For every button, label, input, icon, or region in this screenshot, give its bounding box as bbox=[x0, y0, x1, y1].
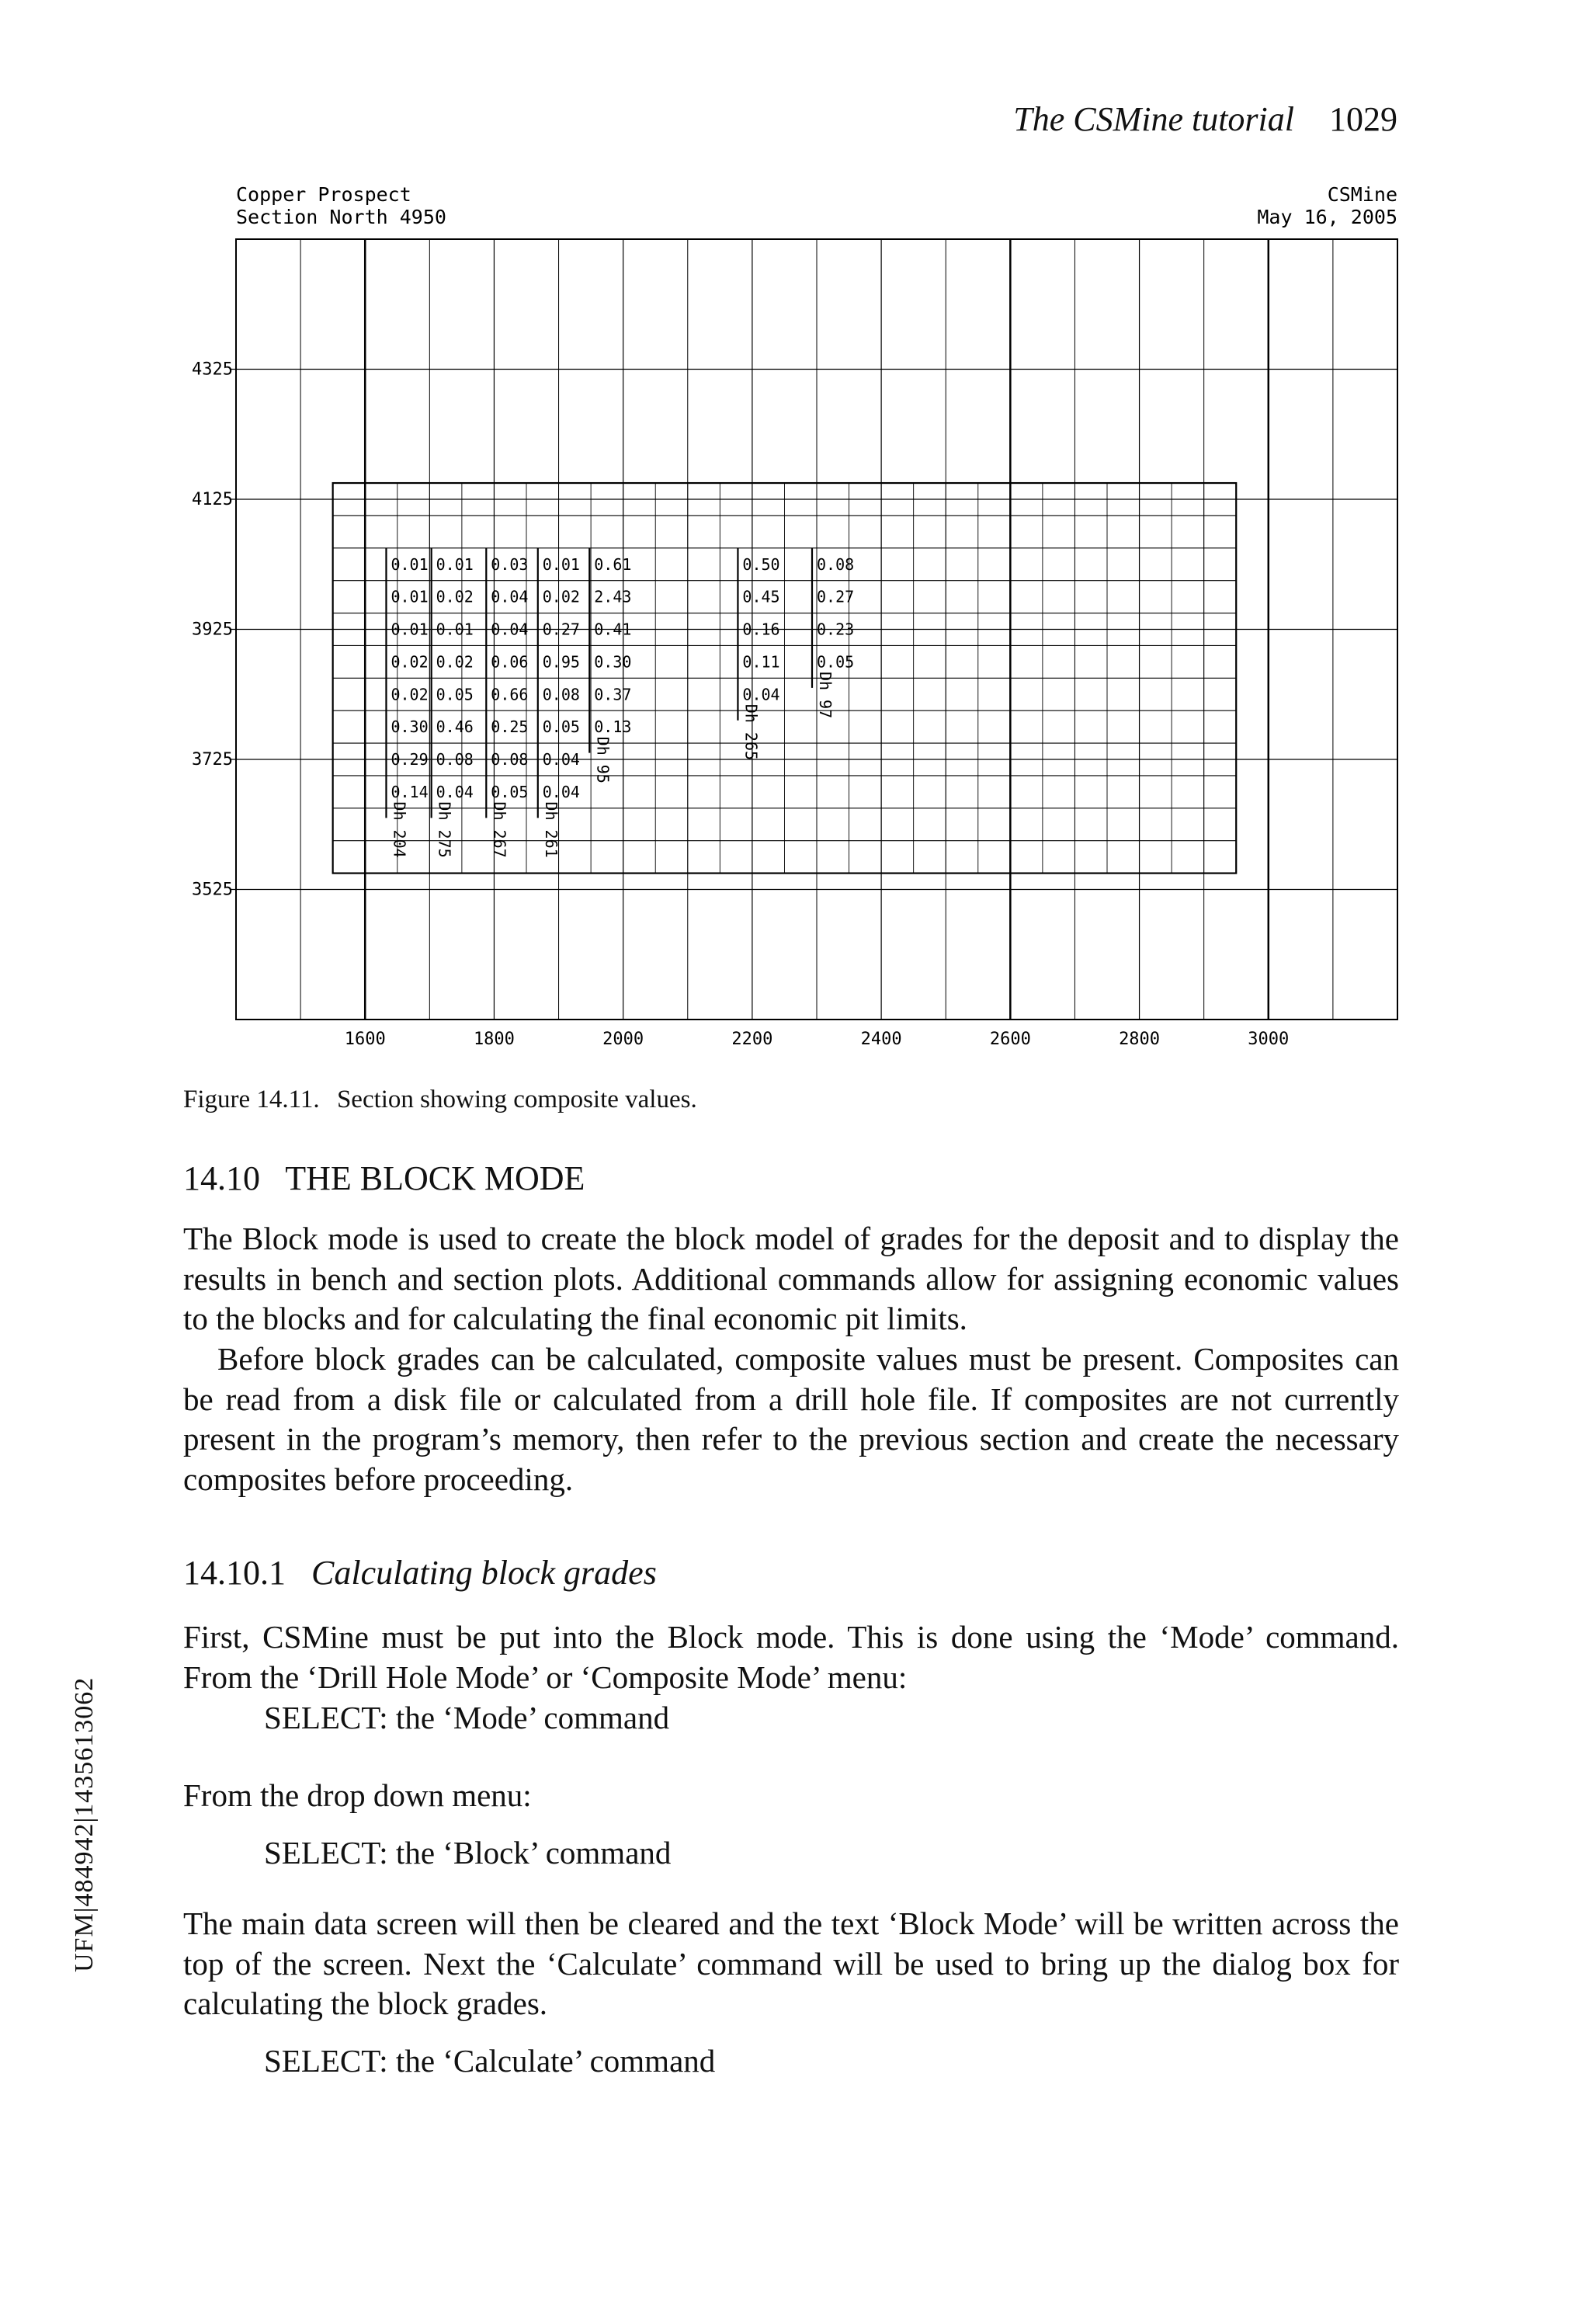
x-tick-label: 2000 bbox=[602, 1030, 644, 1049]
section-figure bbox=[177, 175, 1419, 1068]
y-tick-label: 3725 bbox=[192, 750, 233, 769]
y-tick-label: 3925 bbox=[192, 620, 233, 640]
subsection-heading-14-10-1 bbox=[183, 1553, 657, 1593]
composite-value: 0.01 bbox=[391, 587, 429, 606]
composite-value: 0.06 bbox=[491, 652, 529, 672]
page-number: 1029 bbox=[1329, 100, 1397, 138]
composite-value: 0.37 bbox=[594, 685, 632, 704]
paragraph: Before block grades can be calculated, composite values must be present. Composites can be read from a disk file or calculated from a drill hole file. If composites are not currently present in the program’s memory, then refer to the previous section and create the necessary composites before proceeding. bbox=[183, 1341, 1399, 1497]
composite-value: 0.04 bbox=[542, 750, 580, 769]
figure-section-label: Section North 4950 bbox=[236, 206, 446, 228]
composite-value: 0.30 bbox=[594, 652, 632, 672]
composite-value: 0.11 bbox=[742, 652, 780, 672]
composite-value: 0.05 bbox=[542, 717, 580, 737]
command-line: SELECT: the ‘Block’ command bbox=[264, 1835, 672, 1871]
composite-value: 0.30 bbox=[391, 717, 429, 737]
composite-value: 0.01 bbox=[542, 554, 580, 574]
x-tick-label: 1800 bbox=[473, 1030, 515, 1049]
x-tick-label: 2800 bbox=[1119, 1030, 1161, 1049]
composite-value: 0.01 bbox=[391, 554, 429, 574]
y-tick-label: 4125 bbox=[192, 490, 233, 509]
x-tick-label: 2600 bbox=[989, 1030, 1031, 1049]
composite-value: 0.02 bbox=[436, 652, 474, 672]
drill-hole-label: Dh 95 bbox=[593, 736, 613, 783]
subsection-title: Calculating block grades bbox=[311, 1554, 657, 1592]
command-line: SELECT: the ‘Mode’ command bbox=[264, 1700, 670, 1735]
composite-value: 0.95 bbox=[542, 652, 580, 672]
composite-value: 0.14 bbox=[391, 782, 429, 801]
composite-value: 0.02 bbox=[436, 587, 474, 606]
section-plot bbox=[177, 175, 1419, 1068]
composite-value: 0.03 bbox=[491, 554, 529, 574]
composite-value: 0.04 bbox=[436, 782, 474, 801]
section-number: 14.10 bbox=[183, 1159, 260, 1197]
composite-value: 0.66 bbox=[491, 685, 529, 704]
composite-value: 0.23 bbox=[817, 620, 855, 639]
composite-value: 0.25 bbox=[491, 717, 529, 737]
y-tick-label: 3525 bbox=[192, 880, 233, 900]
section-heading-14-10 bbox=[183, 1159, 585, 1198]
composite-value: 0.45 bbox=[742, 587, 780, 606]
composite-value: 0.08 bbox=[491, 750, 529, 769]
figure-date-label: May 16, 2005 bbox=[1257, 206, 1397, 228]
composite-value: 0.02 bbox=[542, 587, 580, 606]
drill-hole-label: Dh 97 bbox=[816, 671, 835, 719]
subsection-number: 14.10.1 bbox=[183, 1554, 286, 1592]
composite-value: 0.01 bbox=[436, 620, 474, 639]
drill-hole-label: Dh 267 bbox=[490, 801, 509, 858]
figure-caption-text: Section showing composite values. bbox=[336, 1086, 697, 1113]
paragraph: The main data screen will then be cleared and the text ‘Block Mode’ will be written across the top of the screen. Next the ‘Calculate’ command will be used to bring up the dialog box for calculating the block grades. bbox=[183, 1905, 1399, 2021]
composite-value: 0.04 bbox=[491, 620, 529, 639]
composite-value: 0.29 bbox=[391, 750, 429, 769]
composite-value: 0.41 bbox=[594, 620, 632, 639]
composite-value: 0.05 bbox=[436, 685, 474, 704]
composite-value: 0.02 bbox=[391, 685, 429, 704]
composite-value: 2.43 bbox=[594, 587, 632, 606]
composite-value: 0.04 bbox=[491, 587, 529, 606]
section-title: THE BLOCK MODE bbox=[285, 1159, 585, 1197]
x-tick-label: 1600 bbox=[344, 1030, 386, 1049]
drill-hole-label: Dh 275 bbox=[435, 801, 454, 858]
composite-value: 0.13 bbox=[594, 717, 632, 737]
x-tick-label: 2200 bbox=[731, 1030, 773, 1049]
x-tick-label: 2400 bbox=[860, 1030, 902, 1049]
composite-value: 0.27 bbox=[542, 620, 580, 639]
composite-value: 0.04 bbox=[542, 782, 580, 801]
composite-value: 0.04 bbox=[742, 685, 780, 704]
figure-caption-number: Figure 14.11. bbox=[183, 1086, 320, 1113]
composite-value: 0.05 bbox=[491, 782, 529, 801]
drill-hole-label: Dh 204 bbox=[390, 801, 409, 858]
composite-value: 0.50 bbox=[742, 554, 780, 574]
drill-hole-label: Dh 265 bbox=[741, 703, 761, 761]
composite-value: 0.16 bbox=[742, 620, 780, 639]
x-tick-label: 3000 bbox=[1248, 1030, 1290, 1049]
y-tick-label: 4325 bbox=[192, 360, 233, 380]
drill-hole-label: Dh 261 bbox=[541, 801, 561, 858]
figure-project-label: Copper Prospect bbox=[236, 183, 411, 206]
composite-value: 0.08 bbox=[542, 685, 580, 704]
running-head bbox=[1013, 99, 1397, 139]
composite-value: 0.02 bbox=[391, 652, 429, 672]
composite-value: 0.01 bbox=[436, 554, 474, 574]
figure-software-label: CSMine bbox=[1327, 183, 1397, 206]
paragraph: The Block mode is used to create the block model of grades for the deposit and to display the results in bench and section plots. Additional commands allow for assigning economic values to the blocks and for calculating the final economic pit limits. bbox=[183, 1221, 1399, 1336]
composite-value: 0.46 bbox=[436, 717, 474, 737]
paragraph: From the drop down menu: bbox=[183, 1777, 532, 1813]
paragraph: First, CSMine must be put into the Block mode. This is done using the ‘Mode’ command. From the ‘Drill Hole Mode’ or ‘Composite Mode’ menu: bbox=[183, 1619, 1399, 1695]
running-title: The CSMine tutorial bbox=[1013, 100, 1294, 138]
composite-value: 0.08 bbox=[817, 554, 855, 574]
composite-value: 0.01 bbox=[391, 620, 429, 639]
composite-value: 0.08 bbox=[436, 750, 474, 769]
side-identifier: UFM|484942|1435613062 bbox=[70, 1676, 99, 1972]
figure-caption bbox=[183, 1086, 697, 1114]
command-line: SELECT: the ‘Calculate’ command bbox=[264, 2043, 716, 2079]
composite-value: 0.05 bbox=[817, 652, 855, 672]
composite-value: 0.27 bbox=[817, 587, 855, 606]
composite-value: 0.61 bbox=[594, 554, 632, 574]
